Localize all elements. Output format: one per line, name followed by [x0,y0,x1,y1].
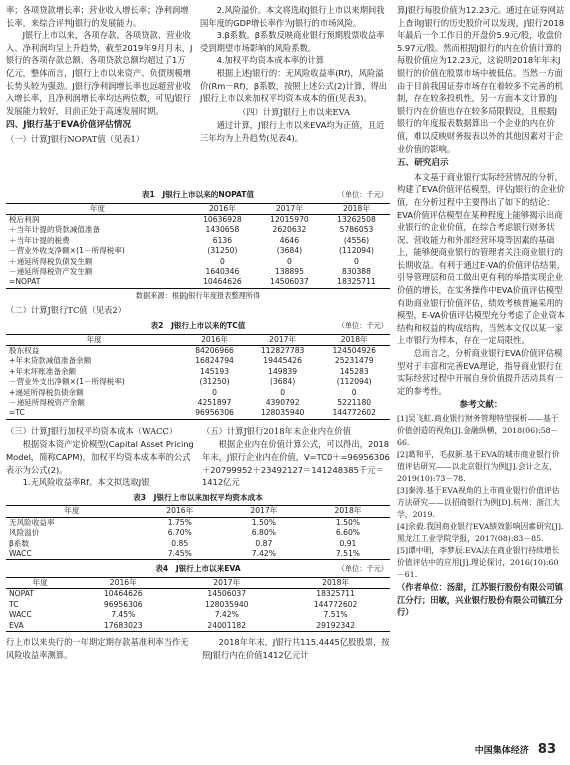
table-note: 数据来源：根据J银行年度报表整理所得 [135,290,261,300]
paragraph: 算J银行每股价值为12.23元。通过在证券网站上查询J银行的历史股价可以发现，J银行2018年最后一个工作日的开盘价5.9元/股，收盘价5.97元/股。然而根据J银行的内在价值计算的每股价值应为12.23元，这说明2018年年末J银行的价值在股票市场中被低估。当然一方面由于目前我国证券市场存在着较多不完善的机制，存在较多投机性，另一方面本文计算的J银行内在价值也存在较多局限假设，且根据J银行的年度报表数据算出一个企业的内在价值，难以反映财务报表以外的其他因素对于企业价值的影响。 [397,5,565,154]
column-header: 年度 [6,334,182,345]
table-cell: 12015970 [270,215,309,224]
table-cell: 0 [280,387,286,397]
table3 [6,505,390,560]
table-cell: 7.45% [138,549,222,560]
table-cell: 2620632 [272,225,307,235]
table-cell: (31250) [207,246,238,256]
table-cell: 145193 [200,366,230,376]
table-cell: 144772602 [313,599,358,609]
paragraph: 率；各项贷款增长率；营业收入增长率；净利润增长率，来综合评判J银行的发展能力。 [6,5,189,28]
sub-heading: （五）计算J银行2018年末企业内在价值 [202,425,351,436]
paragraph: 总而言之，分析商业银行EVA价值评估模型对于丰富和完善EVA理论，指导商业银行在实际经营过程中开展自身价值提升活动具有一定的参考性。 [397,348,563,396]
table-cell: －营业外收支净额×(1－所得税率) [9,246,125,256]
reference-item: [2]葛和平，毛叔新.基于EVA的城市商业银行价值评估研究——以北京银行为例[J].会计之友，2019(10):73－78. [397,450,560,483]
column-header: 2016年 [182,334,247,345]
table-cell: 145283 [339,366,369,376]
page-number: 83 [537,742,556,757]
paragraph: 本文基于商业银行实际经营情况的分析，构建了EVA价值评估模型，评估J银行的企业价值，在分析过程中主要得出了如下的结论：EVA价值评估模型在某种程度上能够揭示出商业银行的企业价值，在综合考虑银行财务状况、营收能力和外部经营环境等因素的基础上，能够便商业银行的管理者关注商业银行的长期收益。有利于通过E-VA的价值评估结果，引导管理层和员工做出更有利的举措实现企业价值的增长，在实务操作中EVA价值评估模型有助商业银行价值评估，绩效考核普遍采用的模型，E-VA价值评估模型充分考虑了企业资本结构和权益的构成结构，当然本文仅以某一家上市银行为样本，存在一定局限性。 [397,171,565,346]
table-cell: 830388 [341,267,371,277]
table4 [6,577,390,632]
table-row [6,517,390,528]
table-cell: 6136 [212,235,233,245]
paragraph: 根据企业内在价值计算公式，可以得出，2018年末，J银行企业内在价值，V=TC0＋=96956306＋20799952＋23492127＝141248385千元＝1412亿元 [202,439,390,488]
paragraph: 行上市以来央行的一年期定期存款基准利率当作无风险收益率测算。 [6,637,189,660]
table-row [6,377,390,387]
table-cell: 1.50% [251,517,276,527]
table-cell: 0 [219,256,225,266]
table-row [6,356,390,366]
table-cell: 7.45% [111,610,136,620]
reference-item: [5]谭中明，李梦辰.EVA法在商业银行持续增长价值评估中的应用[J].理论探讨，2016(10):60－61. [397,546,560,579]
table-cell: 0.85 [171,538,189,548]
table-cell: 无风险收益率 [9,517,55,527]
table-cell: β系数 [9,538,30,548]
table-cell: 0 [287,256,292,266]
column-header: 2016年 [74,578,172,589]
table-cell: ＋当年计提的税费 [9,235,70,245]
table-cell: 5786053 [339,225,374,235]
table-cell: 0.91 [339,538,357,548]
table-cell: =TC [6,408,182,419]
table-row [6,277,390,288]
column-header: 2016年 [189,203,256,214]
table-cell: 7.51% [306,549,390,560]
table-cell: 6.70% [167,528,192,538]
section-heading: 四、J银行基于EVA价值评估情况 [6,120,131,131]
table-cell: 4251897 [197,398,232,408]
table-row [6,398,390,408]
table-cell: 124504926 [332,346,376,356]
table-cell: 17683023 [74,621,172,632]
column-header: 2017年 [247,334,319,345]
table-cell: ＋递延所得税负债发生额 [9,256,93,266]
table-row [6,528,390,538]
table-cell: 112827783 [260,346,305,356]
table-cell: (3684) [276,246,303,256]
table-cell: －营业外支出净额×(1－所得税率) [9,377,125,387]
table-cell: 0 [212,387,217,397]
table-cell: (31250) [199,377,230,387]
references-title: 参考文献： [459,400,503,411]
table-row [6,589,390,600]
reference-list [397,413,565,581]
paragraph: J银行上市以来，各项存款、各项贷款、营业收入、净利润均呈上升趋势，截至2019年9月月末，J银行的各项存款总额、各项贷款总额均超过了1万亿元，整体而言，J银行上市以来资产、负债规模增长势头较为强劲。J银行净利润增长率也远超营业收入增长率，且净利润增长率均达两位数，可见J银行发展能力较好，目前正处于高速发展时期。 [6,30,193,116]
table-row [6,225,390,235]
table-cell: －递延所得税资产余额 [9,398,85,408]
table2 [6,334,390,420]
column-2 [200,4,388,145]
table-cell: 10464626 [103,589,143,599]
column-header: 2017年 [256,203,323,214]
table-cell: 19445426 [263,356,302,366]
column-header: 2018年 [318,334,390,345]
table-row [6,246,390,256]
table-cell: WACC [9,610,32,620]
table-cell: 144772602 [318,408,390,419]
table-cell: 149839 [268,366,298,376]
table-row [6,257,390,267]
table-cell: 128035940 [247,408,319,419]
table-cell: 96956306 [182,408,247,419]
section-heading: 五、研究启示 [397,158,449,169]
table-cell: 0 [351,387,357,397]
column-1 [6,4,193,147]
table-row [6,388,390,398]
table-cell: (3684) [269,377,296,387]
table-cell: 25231479 [334,356,374,366]
wacc-text-row [6,424,390,489]
table-cell: 0.87 [255,538,273,548]
table-cell: 1.50% [335,517,360,527]
table-cell: 4390792 [265,398,300,408]
table2-caption: 表2 J银行上市以来的TC值 （单位：千元） [150,321,388,331]
table3-caption: 表3 J银行上市以来加权平均资本成本 [133,492,263,502]
column-header: 2018年 [323,203,390,214]
sub-heading: （二）计算J银行TC值（见表2） [6,305,127,316]
table-cell: 5221180 [337,398,372,408]
wacc-right [202,424,390,489]
table-row [6,236,390,246]
journal-name: 中国集体经济 [474,746,529,756]
column-header: 年度 [6,203,189,214]
table-cell: 24001182 [172,621,281,632]
table-row [6,267,390,277]
table-cell: +年末贷款减值准备余额 [9,356,92,366]
sub-heading: （一）计算J银行NOPAT值（见表1） [6,133,145,144]
table-area [6,186,390,661]
table-cell: 6.60% [335,528,360,538]
column-3 [397,4,565,619]
table1 [6,203,390,289]
reference-item: [1]吴飞虹.商业银行财务管理特型探析——基于价值创造的视角[J].金融纵横，2018(06):58－66. [397,414,559,447]
paragraph: 通过计算，J银行上市以来EVA均为正值，且近三年均为上升趋势(见表4)。 [200,120,385,143]
table-row [6,367,390,377]
sub-heading: （四）计算J银行上市以来EVA [237,106,351,117]
table-cell: 10464626 [189,277,256,288]
paragraph: 2018年年末，J银行共115.4445亿股股票，按照J银行内在价值1412亿元计 [202,637,390,660]
table-row [6,539,390,549]
table-cell: －递延所得税资产发生额 [9,267,93,277]
sub-heading: （三）计算J银行加权平均资本成本（WACC） [6,425,178,436]
table-cell: 10636928 [203,215,242,224]
table-cell: 7.42% [222,549,306,560]
table-cell: WACC [6,549,138,560]
table-cell: 138895 [274,267,304,277]
table-cell: TC [9,599,19,609]
table-cell: (112094) [336,377,372,387]
table-cell: 84206966 [195,346,234,356]
paragraph: 1.无风险收益率Rf。本文拟选取J银 [22,477,150,488]
column-header: 2018年 [306,506,390,517]
table-row [6,215,390,226]
table-cell: 4646 [279,235,300,245]
column-header: 2017年 [172,578,281,589]
table-cell: ＋当年计提的贷款减值准备 [9,225,101,235]
table-row [6,610,390,620]
table-cell: +递延所得税负债余额 [9,387,84,397]
table-cell: 0 [354,256,359,266]
table-cell: 14506037 [256,277,323,288]
table-cell: 股东权益 [9,346,40,356]
table-cell: 1.75% [167,517,192,527]
table-cell: (112094) [339,246,374,256]
table-cell: 6.80% [251,528,276,538]
table-cell: 18325711 [323,277,390,288]
table-row [6,600,390,610]
bottom-text-row [6,636,390,661]
paragraph: 2.风险溢价。本文将选取J银行上市以来期间我国年度的GDP增长率作为J银行的市场风险。 [200,5,385,28]
column-header: 年度 [6,578,74,589]
table-cell: EVA [6,621,74,632]
table-cell: 1430658 [205,225,240,235]
reference-item: [3]秦涛.基于EVA视角的上市商业银行价值评估方法研究——以招商银行为例[D].杭州：浙江大学，2019. [397,486,560,519]
page-footer [475,742,556,757]
reference-item: [4]余毅.我国商业银行EVA绩效影响因素研究[J].黑龙江工业学院学报，2017(08):83－85. [397,522,564,543]
table-cell: 18325711 [316,589,355,599]
table-cell: +年末坏账准备余额 [9,366,77,376]
table-cell: =NOPAT [6,277,189,288]
table-cell: (4556) [343,235,370,245]
paragraph: 根据资本资产定价模型(Capital Asset Pricing Model，简称CAPM)，加权平均资本成本率的公式表示为公式(2)。 [6,439,194,475]
column-header: 2018年 [281,578,390,589]
column-header: 2017年 [222,506,306,517]
paragraph: 3.β系数。β系数反映商业银行预期股票收益率受到期望市场影响的风险系数。 [200,30,385,53]
paragraph: 4.加权平均资本成本率的计算 [216,55,325,66]
table-cell: 1640346 [205,267,240,277]
table-cell: 风险溢价 [9,528,40,538]
table4-caption: 表4 J银行上市以来EVA （单位：千元） [155,564,388,574]
table-row [6,346,390,357]
table-row [6,408,390,419]
column-header: 年度 [6,506,138,517]
table-cell: 13262508 [337,215,376,224]
table-row [6,549,390,560]
table1-caption: 表1 J银行上市以来的NOPAT值 （单位：千元） [141,190,388,199]
table-cell: 14506037 [207,589,247,599]
table-cell: 96956306 [103,599,143,609]
author-affiliation: （作者单位：汤甜，江苏银行股份有限公司镇江分行；田敏，兴业银行股份有限公司镇江分行） [397,582,563,618]
paragraph: 根据上述J银行的：无风险收益率(Rf)，风险溢价(Rm－Rf)，β系数，按照上述公式(2)计算，得出J银行上市以来加权平均资本成本的值(见表3)。 [200,67,388,104]
table-cell: 16824794 [195,356,234,366]
table-row [6,621,390,632]
table-cell: 税后利润 [9,215,40,224]
table-cell: 29192342 [281,621,390,632]
table-cell: 7.51% [323,610,348,620]
column-header: 2016年 [138,506,222,517]
table-cell: NOPAT [9,589,34,599]
table-cell: 7.42% [214,610,239,620]
wacc-left [6,424,194,489]
table-cell: 128035940 [205,599,249,609]
